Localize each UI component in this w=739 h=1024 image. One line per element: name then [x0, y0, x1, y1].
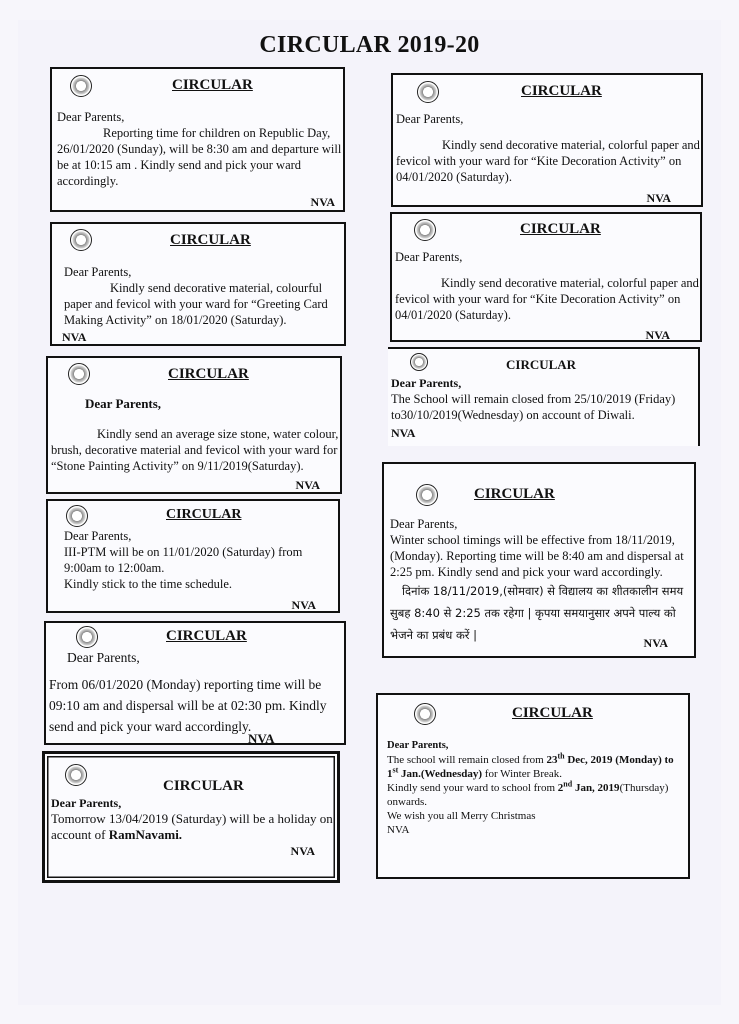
school-emblem-icon [414, 703, 436, 725]
festival-name: RamNavami. [108, 827, 183, 842]
page-title: CIRCULAR 2019-20 [259, 32, 480, 58]
greeting: Dear Parents, [390, 517, 458, 531]
circular-body [387, 739, 687, 837]
circular-ramnavami [42, 751, 340, 883]
message: Reporting time for children on Republic Day, 26/01/2020 (Sunday), will be 8:30 am and departure will be at 10:15 am . Kindly send and pick your ward accordingly. [57, 126, 342, 188]
circular-reporting-time [44, 621, 346, 745]
circular-christmas [376, 693, 690, 879]
message: Kindly send an average size stone, water colour, brush, decorative material and fevicol with your ward for “Stone Painting Activity” on 9/11/2019(Saturday). [51, 427, 339, 473]
greeting: Dear Parents, [67, 650, 140, 665]
circular-stone-painting [46, 356, 342, 494]
school-emblem-icon [70, 75, 92, 97]
message-line-1: III-PTM will be on 11/01/2020 (Saturday) from 9:00am to 12:00am. [64, 545, 303, 575]
circular-body [49, 647, 341, 737]
greeting: Dear Parents, [391, 376, 462, 390]
circular-title: CIRCULAR [166, 628, 247, 644]
circular-title: CIRCULAR [163, 778, 244, 794]
signature: NVA [391, 426, 416, 440]
circular-kite-decoration-1 [391, 73, 703, 207]
message: Kindly send decorative material, colorful paper and fevicol with your ward for “Kite Decoration Activity” on 04/01/2020 (Saturday). [395, 276, 699, 322]
message: The School will remain closed from 25/10/2019 (Friday) to30/10/2019(Wednesday) on account of Diwali. [391, 392, 676, 422]
circular-greeting-card [50, 222, 346, 346]
circular-body [64, 264, 340, 328]
greeting: Dear Parents, [64, 265, 132, 279]
message-line-2: Kindly stick to the time schedule. [64, 577, 233, 591]
signature: NVA [290, 844, 315, 858]
signature: NVA [643, 636, 668, 650]
circular-title: CIRCULAR [506, 357, 577, 372]
school-emblem-icon [410, 353, 428, 371]
signature: NVA [62, 330, 87, 344]
circular-body [391, 375, 691, 423]
school-emblem-icon [417, 81, 439, 103]
circular-kite-decoration-2 [390, 212, 702, 342]
circular-diwali [388, 347, 700, 446]
circular-title: CIRCULAR [512, 705, 593, 721]
school-emblem-icon [416, 484, 438, 506]
signature: NVA [248, 731, 275, 745]
message: Kindly send decorative material, colorful paper and fevicol with your ward for “Kite Decoration Activity” on 04/01/2020 (Saturday). [396, 138, 700, 184]
school-emblem-icon [65, 764, 87, 786]
circular-republic-day [50, 67, 345, 212]
message: Winter school timings will be effective from 18/11/2019, (Monday). Reporting time will be 8:40 am and dispersal at 2:25 pm. Kindly send and pick your ward accordingly. [390, 533, 684, 579]
circular-body [64, 528, 324, 592]
greeting: Dear Parents, [51, 796, 122, 810]
circular-title: CIRCULAR [474, 486, 555, 502]
circular-title: CIRCULAR [170, 232, 251, 248]
message-hindi: दिनांक 18/11/2019,(सोमवार) से विद्यालय का शीतकालीन समय सुबह 8:40 से 2:25 तक रहेगा | कृपया समयानुसार अपने पाल्य को भेजने का प्रबंध करें | [390, 584, 684, 642]
greeting: Dear Parents, [64, 529, 132, 543]
message: Kindly send decorative material, colourful paper and fevicol with your ward for “Greeting Card Making Activity” on 18/01/2020 (Saturday). [64, 281, 328, 327]
circular-title: CIRCULAR [172, 77, 253, 93]
school-emblem-icon [68, 363, 90, 385]
school-emblem-icon [414, 219, 436, 241]
signature: NVA [645, 328, 670, 342]
circular-body [390, 516, 692, 646]
circular-ptm [46, 499, 340, 613]
circular-body [396, 111, 701, 185]
signature: NVA [387, 824, 410, 836]
message: From 06/01/2020 (Monday) reporting time will be 09:10 am and dispersal will be at 02:30 pm. Kindly send and pick your ward accordingly. [49, 677, 327, 734]
signature: NVA [646, 191, 671, 205]
greeting: Dear Parents, [395, 250, 463, 264]
school-emblem-icon [66, 505, 88, 527]
message-line-3: We wish you all Merry Christmas [387, 810, 536, 822]
circular-title: CIRCULAR [168, 366, 249, 382]
greeting: Dear Parents, [396, 112, 464, 126]
signature: NVA [291, 598, 316, 612]
school-emblem-icon [76, 626, 98, 648]
circular-body [395, 249, 700, 323]
signature: NVA [310, 195, 335, 209]
signature: NVA [295, 478, 320, 492]
greeting: Dear Parents, [57, 110, 125, 124]
circular-body [57, 109, 342, 189]
message-line-1: The school will remain closed from 23th Dec, 2019 (Monday) to 1st Jan.(Wednesday) for Winter Break. [387, 751, 674, 780]
message-line-2: Kindly send your ward to school from 2nd Jan, 2019(Thursday) onwards. [387, 779, 669, 808]
circular-winter-timings [382, 462, 696, 658]
circular-title: CIRCULAR [520, 221, 601, 237]
circular-title: CIRCULAR [166, 507, 242, 522]
greeting: Dear Parents, [387, 740, 449, 751]
school-emblem-icon [70, 229, 92, 251]
circular-body [51, 396, 341, 474]
circular-title: CIRCULAR [521, 83, 602, 99]
circular-body [51, 795, 339, 843]
message: Tomorrow 13/04/2019 (Saturday) will be a holiday on account of [51, 811, 333, 842]
greeting: Dear Parents, [85, 396, 162, 411]
